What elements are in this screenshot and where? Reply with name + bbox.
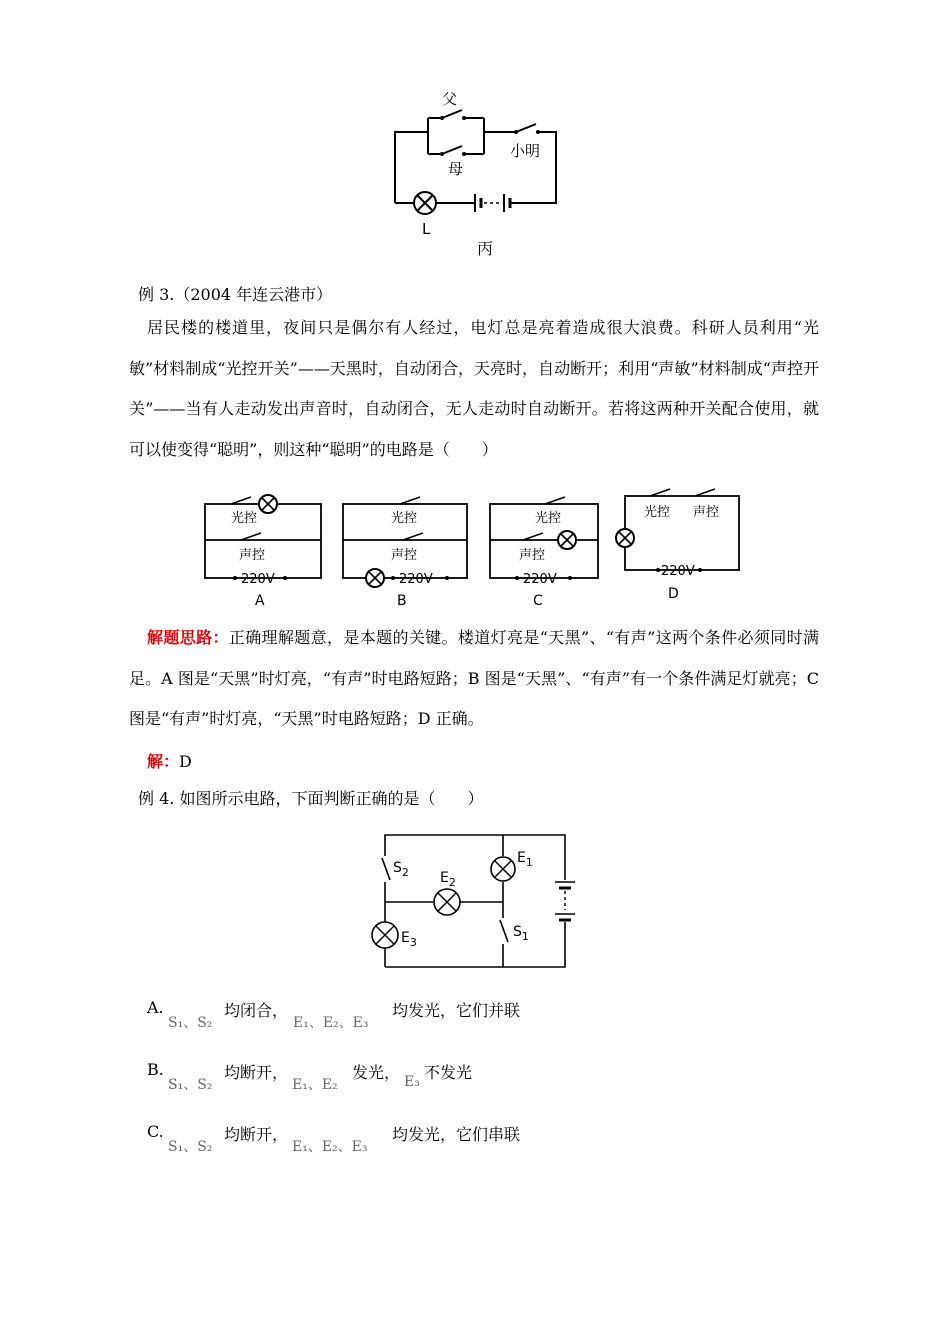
option-a-lamps: E₁、E₂、E₃	[293, 1015, 369, 1031]
label-father: 父	[442, 90, 458, 108]
answer-value: D	[179, 752, 192, 771]
option-c-result: 均发光，它们串联	[392, 1125, 521, 1144]
label-e1-sub: 1	[525, 856, 533, 869]
label-e2: E	[440, 870, 449, 886]
label-s2-sub: 2	[401, 866, 409, 879]
svg-text:S2	[393, 860, 409, 879]
option-b-letter: B.	[147, 1060, 164, 1079]
option-a-result: 均发光，它们并联	[392, 1001, 521, 1020]
option-b-switches: S₁、S₂	[168, 1077, 213, 1093]
example3-heading: 例 3.（2004 年连云港市）	[138, 285, 333, 304]
label-s1: S	[513, 924, 522, 940]
circuit-a-voltage: 220V	[241, 572, 275, 587]
option-c-switches: S₁、S₂	[168, 1139, 213, 1155]
option-b-state: 均断开，	[224, 1063, 289, 1082]
circuit-c-shengkong: 声控	[519, 548, 546, 563]
option-a-letter: A.	[147, 998, 164, 1017]
circuit-b-shengkong: 声控	[391, 548, 418, 563]
option-b-lamps: E₁、E₂	[292, 1077, 338, 1093]
example4-circuit	[360, 830, 580, 975]
circuit-label-c: C	[533, 593, 543, 609]
label-e3: E	[401, 930, 410, 946]
label-xiaoming: 小明	[510, 142, 541, 160]
label-s2: S	[393, 860, 402, 876]
svg-text:E1	[517, 850, 533, 869]
option-b-mid: 发光，	[352, 1063, 401, 1082]
label-mother: 母	[448, 160, 464, 178]
circuit-a-shengkong: 声控	[239, 548, 266, 563]
circuit-d-guangkong: 光控	[644, 505, 671, 520]
circuit-d-shengkong: 声控	[693, 505, 720, 520]
circuit-d-voltage: 220V	[661, 564, 695, 579]
circuit-b-voltage: 220V	[399, 572, 433, 587]
circuit-label-b: B	[397, 593, 407, 609]
analysis-first: 正确理解题意，是本题的关键。楼道灯亮是“天黑”、“有声”这两个条件必须	[228, 628, 771, 647]
svg-text:S1	[513, 924, 529, 943]
option-a-switches: S₁、S₂	[168, 1015, 213, 1031]
option-a-state: 均闭合，	[224, 1001, 289, 1020]
circuit-c-voltage: 220V	[523, 572, 557, 587]
answer-label: 解：	[147, 752, 180, 771]
option-c-letter: C.	[147, 1122, 164, 1141]
circuit-label-d: D	[668, 586, 679, 602]
analysis-rest: 同时满足。A 图是“天黑”时灯亮，“有声”时电路短路；B 图是“天黑”、“有声”有一个条件满足灯就亮；C 图是“有声”时灯亮，“天黑”时电路短路；D 正确。	[129, 628, 819, 728]
label-e1: E	[517, 850, 526, 866]
example3-answer	[147, 749, 192, 772]
figure-caption: 丙	[477, 239, 494, 258]
option-c-lamps: E₁、E₂、E₃	[292, 1139, 368, 1155]
circuit-label-a: A	[255, 593, 265, 609]
label-lamp: L	[422, 220, 431, 238]
label-e2-sub: 2	[448, 876, 456, 889]
circuit-a-guangkong: 光控	[231, 511, 258, 526]
example3-circuits	[195, 488, 755, 613]
option-b-lamp3: E₃	[404, 1074, 420, 1090]
option-b-result: 不发光	[424, 1063, 473, 1082]
example3-body: 居民楼的楼道里，夜间只是偶尔有人经过，电灯总是亮着造成很大浪费。科研人员利用“光敏”材料制成“光控开关”——天黑时，自动闭合，天亮时，自动断开；利用“声敏”材料制成“声控开关”——当有人走动发出声音时，自动闭合，无人走动时自动断开。若将这两种开关配合使用，就可以使变得“聪明”，则这种“聪明”的电路是（ ）	[129, 318, 819, 459]
option-c-state: 均断开，	[224, 1125, 289, 1144]
circuit-figure-bing	[380, 80, 580, 265]
example4-heading: 例 4. 如图所示电路，下面判断正确的是（ ）	[138, 789, 484, 808]
circuit-c-guangkong: 光控	[535, 511, 562, 526]
svg-text:E3	[401, 930, 417, 949]
svg-text:E2	[440, 870, 456, 889]
label-s1-sub: 1	[521, 930, 529, 943]
analysis-label: 解题思路：	[147, 628, 229, 647]
label-e3-sub: 3	[409, 936, 417, 949]
example3-analysis	[129, 618, 819, 740]
circuit-b-guangkong: 光控	[391, 511, 418, 526]
